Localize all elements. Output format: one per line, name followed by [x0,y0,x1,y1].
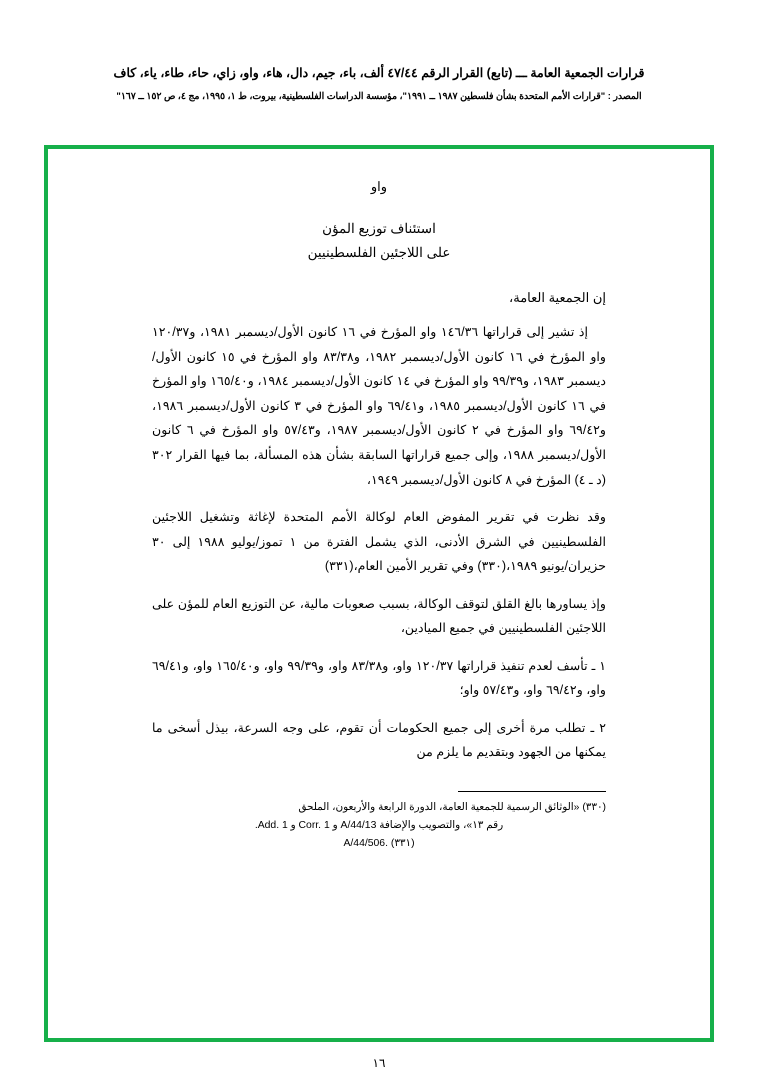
header-title: قرارات الجمعية العامة ـــ (تابع) القرار الرقم ٤٧/٤٤ ألف، باء، جيم، دال، هاء، واو، زاي، حاء، طاء، ياء، كاف [113,66,645,80]
paragraph-recalling: إذ تشير إلى قراراتها ١٤٦/٣٦ واو المؤرخ في ١٦ كانون الأول/ديسمبر ١٩٨١، و١٢٠/٣٧ واو المؤرخ في ١٦ كانون الأول/ديسمبر ١٩٨٢، و٨٣/٣٨ واو المؤرخ في ١٥ كانون الأول/ديسمبر ١٩٨٣، و٩٩/٣٩ واو المؤرخ في ١٤ كانون الأول/ديسمبر ١٩٨٤، و١٦٥/٤٠ واو المؤرخ في ١٦ كانون الأول/ديسمبر ١٩٨٥، و٦٩/٤١ واو المؤرخ في ٣ كانون الأول/ديسمبر ١٩٨٦، و٦٩/٤٢ واو المؤرخ في ٢ كانون الأول/ديسمبر ١٩٨٧، و٥٧/٤٣ واو المؤرخ في ٦ كانون الأول/ديسمبر ١٩٨٨، وإلى جميع قراراتها السابقة بشأن هذه المسألة، بما فيها القرار ٣٠٢ (د ـ ٤) المؤرخ في ٨ كانون الأول/ديسمبر ١٩٤٩، [152,325,607,487]
footnotes [152,799,606,853]
paragraph-deeply-concerned: وإذ يساورها بالغ القلق لتوقف الوكالة، بسبب صعوبات مالية، عن التوزيع العام للمؤن على اللاجئين الفلسطينيين في جميع الميادين، [152,596,606,636]
footnote-separator [458,791,606,792]
document-body [48,179,710,853]
footnote-line-1: (٣٣٠) «الوثائق الرسمية للجمعية العامة، الدورة الرابعة والأربعون، الملحق [298,802,606,813]
section-letter-mark: واو [370,179,388,194]
resolution-title-line-1: استئناف توزيع المؤن [322,221,436,236]
preamble-lead: إن الجمعية العامة، [509,290,606,306]
page-number: ١٦ [372,1056,386,1070]
resolution-title [152,217,606,264]
paragraph-having-considered: وقد نظرت في تقرير المفوض العام لوكالة الأمم المتحدة لإغاثة وتشغيل اللاجئين الفلسطينيين في الشرق الأدنى، الذي يشمل الفترة من ١ تموز/يوليو ١٩٨٨ إلى ٣٠ حزيران/يونيو ١٩٨٩،(٣٣٠) وفي تقرير الأمين العام،(٣٣١) [152,510,606,574]
footnote-line-3: A/44/506. (٣٣١) [343,837,415,849]
paragraph-operative-2: ٢ ـ تطلب مرة أخرى إلى جميع الحكومات أن تقوم، على وجه السرعة، بيذل أسخى ما يمكنها من الجهود وبتقديم ما يلزم من [152,720,606,760]
resolution-title-line-2: على اللاجئين الفلسطينيين [307,244,451,260]
paragraph-operative-1: ١ ـ تأسف لعدم تنفيذ قراراتها ١٢٠/٣٧ واو، و٨٣/٣٨ واو، و٩٩/٣٩ واو، و١٦٥/٤٠ واو، و٦٩/٤١ واو، و٦٩/٤٢ واو، و٥٧/٤٣ واو؛ [152,658,607,698]
header-source: المصدر : "قرارات الأمم المتحدة بشأن فلسطين ١٩٨٧ ــ ١٩٩١"، مؤسسة الدراسات الفلسطينية، بيروت، ط ١، ١٩٩٥، مج ٤، ص ١٥٢ ــ ١٦٧" [116,90,642,101]
page-header [70,64,688,104]
green-border-frame [44,145,714,1042]
footnote-line-2: رقم ١٣»، والتصويب والإضافة A/44/13 و Corr. 1 و Add. 1. [254,819,504,831]
